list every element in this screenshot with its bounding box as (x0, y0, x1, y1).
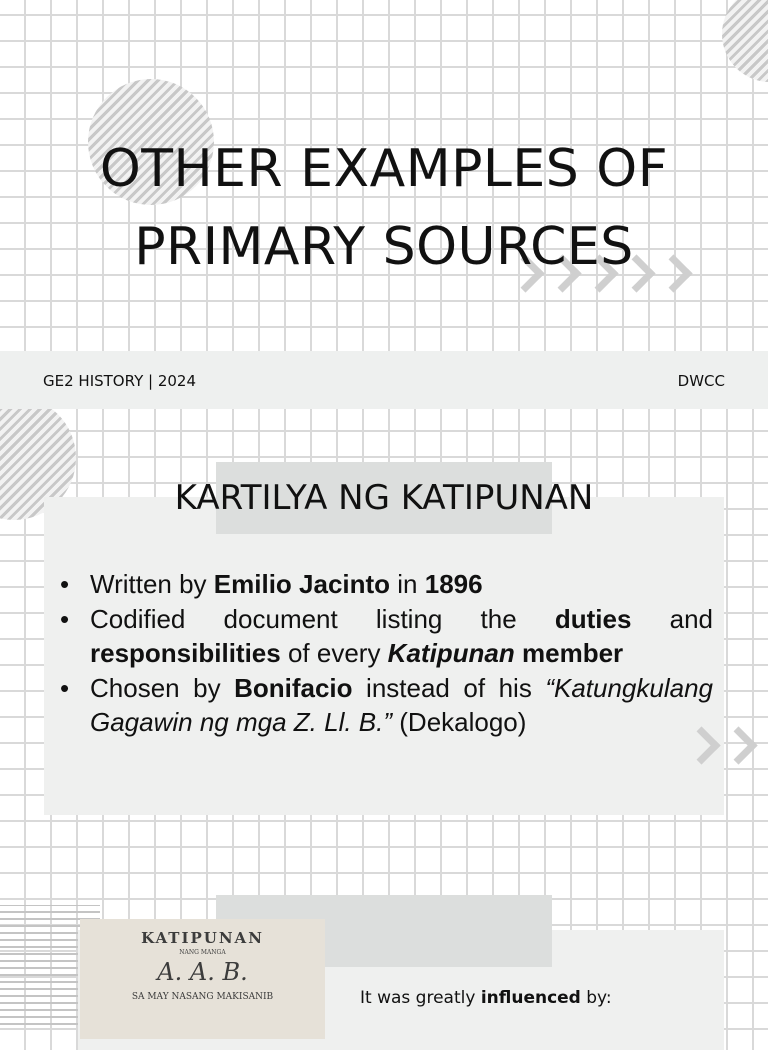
caption-suffix: by: (580, 988, 612, 1008)
course-label: GE2 HISTORY | 2024 (43, 372, 196, 390)
bullet-item (60, 567, 713, 602)
bullet-item (60, 671, 713, 740)
bullet-text-run: (Dekalogo) (392, 707, 527, 737)
caption-bold: influenced (480, 988, 581, 1008)
doc-subheading: NANG MANGA (179, 949, 226, 956)
decorative-chevrons-card (688, 732, 768, 759)
bullet-text-run: Katipunan (387, 638, 515, 668)
bullet-text-run: 1896 (424, 569, 483, 599)
bullet-text-run: Written by (90, 569, 214, 599)
title-line-1: OTHER EXAMPLES OF (99, 139, 669, 199)
influence-caption (360, 988, 612, 1008)
bullet-text-run: Codified document listing the (90, 603, 555, 634)
bullet-text-run: member (514, 638, 624, 668)
bullet-text-run: “Katungkulang Gagawin ng mga Z. Ll. B.” (90, 672, 714, 737)
bullet-text-run: Chosen by (90, 672, 235, 703)
bullet-text-run: duties (554, 603, 632, 634)
bullet-text-run: Bonifacio (234, 672, 353, 703)
doc-initials: A. A. B. (157, 958, 248, 986)
kartilya-document-image (80, 919, 325, 1039)
bullet-text-run: of every (280, 638, 388, 668)
bullet-text-run: and (631, 603, 714, 634)
section-title: KARTILYA NG KATIPUNAN (174, 478, 594, 518)
doc-heading: KATIPUNAN (141, 929, 264, 947)
bullet-text-run: instead of his (352, 672, 546, 703)
bullet-item (60, 602, 713, 671)
doc-line: SA MAY NASANG MAKISANIB (131, 992, 274, 1002)
bullet-list (60, 567, 713, 740)
bullet-text-run: Emilio Jacinto (213, 569, 391, 599)
decorative-striped-circle-top-right (722, 0, 768, 82)
page-title (0, 130, 768, 286)
caption-prefix: It was greatly (360, 988, 481, 1008)
title-line-2: PRIMARY SOURCES (134, 217, 634, 277)
bullet-text-run: in (390, 569, 425, 599)
info-band (0, 351, 768, 409)
school-label: DWCC (677, 372, 725, 390)
bullet-text-run: responsibilities (90, 638, 281, 668)
